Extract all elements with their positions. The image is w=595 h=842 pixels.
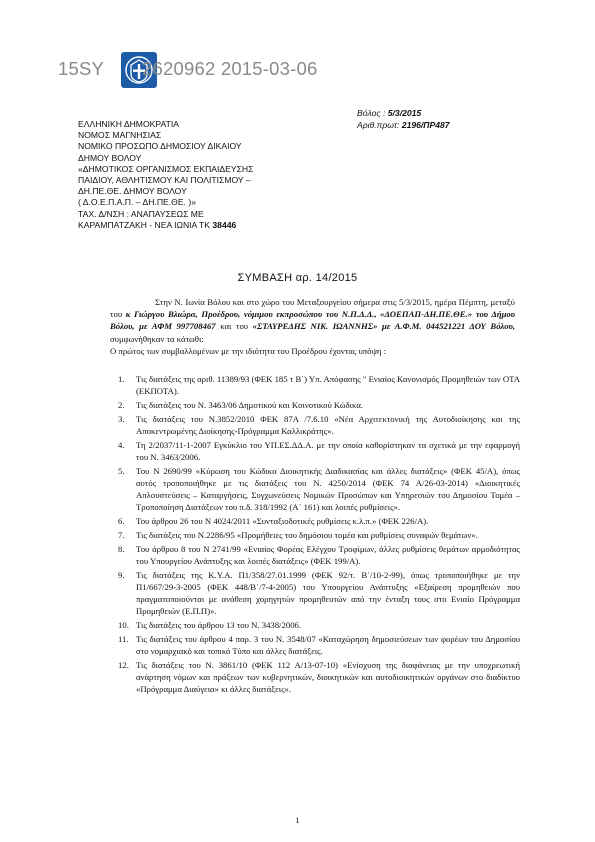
list-item: 3. Τις διατάξεις του Ν.3852/2010 ΦΕΚ 87Α /7.6.10 «Νέα Αρχιτεκτονική της Αυτοδιοίκησης και της Αποκεντρωμένης Διοίκησης-Πρόγραμμα Καλλικράτης». bbox=[118, 413, 520, 436]
sender-line: ΝΟΜΙΚΟ ΠΡΟΣΩΠΟ ΔΗΜΟΣΙΟΥ ΔΙΚΑΙΟΥ bbox=[78, 141, 242, 152]
stamp-prefix: 15SY bbox=[58, 58, 105, 79]
list-item: 5. Του Ν 2690/99 «Κύρωση του Κώδικα Διοικητικής Διαδικασίας και άλλες διατάξεις» (ΦΕΚ 45/Α), όπως αυτός τροποποιήθηκε με τις διατάξεις του Ν. 4250/2014 (ΦΕΚ 74 Α/26-03-2014) «Διοικητικές Απλουστεύσεις – Καταργήσεις, Συγχωνεύσεις Νομικών Προσώπων και Υπηρεσιών του Δημοσίου Τομέα – Τροποποίηση Διατάξεων του π.δ. 318/1992 (Α΄ 161) και λοιπές ρυθμίσεις». bbox=[118, 465, 520, 513]
sender-line: «ΔΗΜΟΤΙΚΟΣ ΟΡΓΑΝΙΣΜΟΣ ΕΚΠΑΙΔΕΥΣΗΣ bbox=[78, 163, 254, 174]
sender-line: ΕΛΛΗΝΙΚΗ ΔΗΜΟΚΡΑΤΙΑ bbox=[78, 119, 179, 129]
stamp-suffix: 2620962 2015-03-06 bbox=[142, 58, 318, 79]
sender-line: ( Δ.Ο.Ε.Π.Α.Π. – ΔΗ.ΠΕ.ΘΕ. )» bbox=[78, 197, 196, 208]
list-item: 2. Τις διατάξεις του Ν. 3463/06 Δημοτικού και Κοινοτικού Κώδικα. bbox=[118, 400, 364, 410]
sender-address-line: ΚΑΡΑΜΠΑΤΖΑΚΗ - ΝΕΑ ΙΩΝΙΑ ΤΚ 38446 bbox=[78, 219, 237, 230]
list-item: 11. Τις διατάξεις του άρθρου 4 παρ. 3 του Ν. 3548/07 «Καταχώρηση δημοσιεύσεων των φορέων του Δημοσίου στο νομαρχιακό και τοπικό Τύπο και άλλες διατάξεις. bbox=[118, 634, 520, 657]
sender-block bbox=[78, 119, 318, 231]
sender-line: ΤΑΧ. Δ/ΝΣΗ : ΑΝΑΠΑΥΣΕΩΣ ΜΕ bbox=[78, 208, 204, 219]
list-item: 8. Του άρθρου 8 του Ν 2741/99 «Ενιαίος Φορέας Ελέγχου Τροφίμων, άλλες ρυθμίσεις θεμάτων αρμοδιότητας του Υπουργείου Ανάπτυξης και λοιπές διατάξεις» (ΦΕΚ 199/Α). bbox=[118, 543, 520, 566]
page-number: 1 bbox=[295, 815, 300, 825]
party-one: κ Γιώργου Βλιώρα, Προέδρου, νόμιμου εκπροσώπου του Ν.Π.Δ.Δ., «ΔΟΕΠΑΠ-ΔΗ.ΠΕ.ΘΕ.» του Δήμου Βόλου, με ΑΦΜ 997708467 bbox=[110, 309, 515, 332]
sender-line: ΔΗΜΟΥ ΒΟΛΟΥ bbox=[78, 152, 142, 163]
sender-line: ΝΟΜΟΣ ΜΑΓΝΗΣΙΑΣ bbox=[78, 130, 162, 141]
intro-paragraph: Στην Ν. Ιωνία Βόλου και στο χώρο του Μεταξουργείου σήμερα στις 5/3/2015, ημέρα Πέμπτη, μεταξύ του κ Γιώργου Βλιώρα, Προέδρου, νόμιμου εκπροσώπου του Ν.Π.Δ.Δ., «ΔΟΕΠΑΠ-ΔΗ.ΠΕ.ΘΕ.» του Δήμου Βόλου, με ΑΦΜ 997708467 και του «ΣΤΑΥΡΕΔΗΣ ΝΙΚ. ΙΩΑΝΝΗΣ» με Α.Φ.Μ. 044521221 ΔΟΥ Βόλου, συμφωνήθηκαν τα κάτωθι: bbox=[110, 297, 516, 344]
postal-code: 38446 bbox=[212, 219, 237, 230]
document-stamp bbox=[58, 58, 317, 80]
protocol-value: 2196/ΠΡ487 bbox=[401, 120, 450, 130]
list-item: 1. Τις διατάξεις της αριθ. 11389/93 (ΦΕΚ 185 τ Β΄) Υπ. Απόφασης " Ενιαίος Κανονισμός Προμηθειών των ΟΤΑ (ΕΚΠΟΤΑ). bbox=[118, 374, 520, 397]
list-item: 12. Τις διατάξεις του Ν. 3861/10 (ΦΕΚ 112 Α/13-07-10) «Ενίσχυση της διαφάνειας με την υποχρεωτική ανάρτηση νόμων και πράξεων των κυβερνητικών, διοικητικών και αυτοδιοικητικών οργάνων στο διαδίκτυο «Πρόγραμμα Διαύγεια» κι άλλες διατάξεις». bbox=[118, 660, 520, 695]
list-item: 10. Τις διατάξεις του άρθρου 13 του Ν. 3438/2006. bbox=[118, 620, 302, 631]
list-item: 9. Τις διατάξεις της Κ.Υ.Α. Π1/358/27.01.1999 (ΦΕΚ 92/τ. Β΄/10-2-99), όπως τροποποιήθηκε με την Π1/667/29-3-2005 (ΦΕΚ 448/Β΄/7-4-2005) του Υπουργείου Ανάπτυξης «Εξαίρεση προμηθειών που πραγματοποιούνται με ανάθεση χορηγητών προμηθευτών από την ένταξη τους στο Ενιαίο Πρόγραμμα Προμηθειών (Ε.Π.Π)». bbox=[118, 569, 520, 617]
list-item: 7. Τις διατάξεις του Ν.2286/95 «Προμήθειες του δημόσιου τομέα και ρυθμίσεις συναφών θεμάτων». bbox=[118, 530, 478, 540]
considerations-list bbox=[110, 373, 520, 697]
date-value: 5/3/2015 bbox=[387, 108, 422, 118]
reference-block bbox=[357, 107, 450, 131]
contract-intro bbox=[110, 296, 515, 357]
considerations-lead: Ο πρώτος των συμβαλλομένων με την ιδιότητα του Προέδρου έχοντας υπόψη : bbox=[110, 345, 387, 356]
list-item: 4. Τη 2/2037/11-1-2007 Εγκύκλιο του ΥΠ.ΕΣ.ΔΔ.Α. με την οποία καθορίστηκαν τα σχετικά με την εφαρμογή του Ν. 3463/2006. bbox=[118, 439, 520, 462]
sender-line: ΔΗ.ΠΕ.ΘΕ. ΔΗΜΟΥ ΒΟΛΟΥ bbox=[78, 186, 187, 197]
list-item: 6. Του άρθρου 26 του Ν 4024/2011 «Συνταξιοδοτικές ρυθμίσεις κ.λ.π.» (ΦΕΚ 226/Α). bbox=[118, 516, 429, 527]
protocol-line: Αριθ.πρωτ: 2196/ΠΡ487 bbox=[357, 120, 450, 130]
party-two: «ΣΤΑΥΡΕΔΗΣ ΝΙΚ. ΙΩΑΝΝΗΣ» με Α.Φ.Μ. 044521221 ΔΟΥ Βόλου, bbox=[252, 321, 516, 332]
contract-title: ΣΥΜΒΑΣΗ αρ. 14/2015 bbox=[237, 272, 358, 284]
date-line: Βόλος : 5/3/2015 bbox=[357, 108, 422, 118]
sender-line: ΠΑΙΔΙΟΥ, ΑΘΛΗΤΙΣΜΟΥ ΚΑΙ ΠΟΛΙΤΙΣΜΟΥ – bbox=[78, 175, 251, 186]
